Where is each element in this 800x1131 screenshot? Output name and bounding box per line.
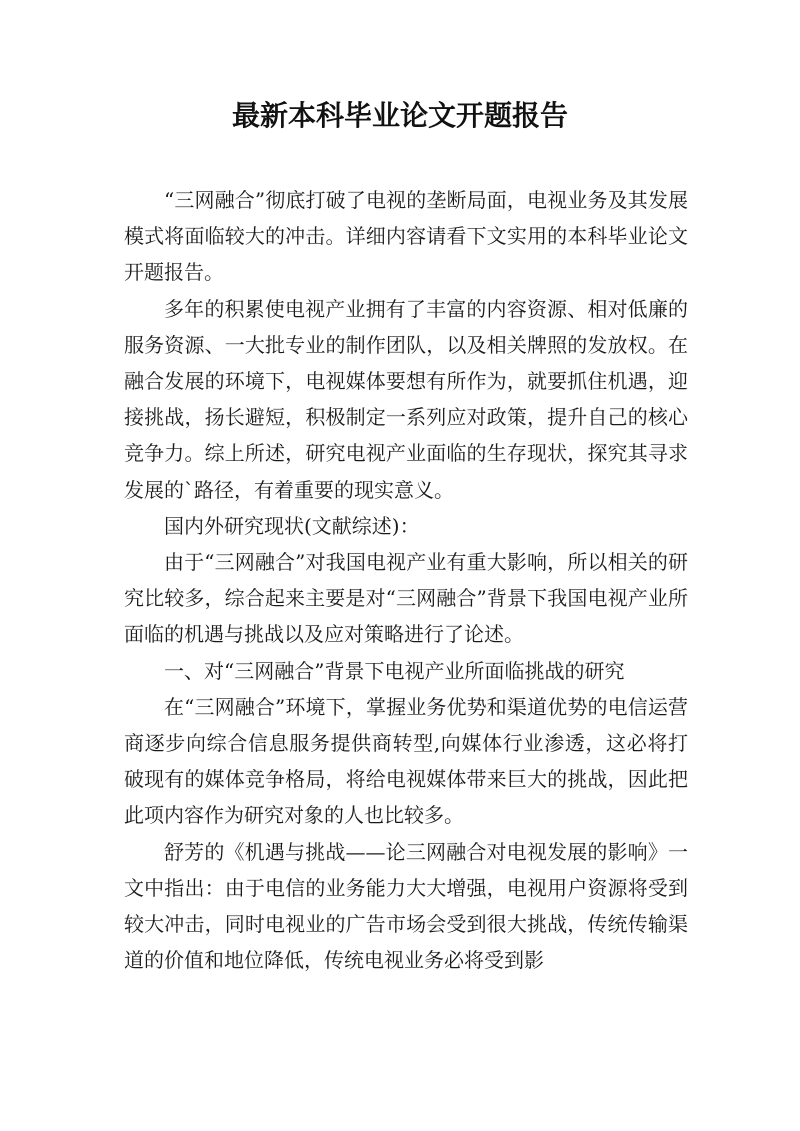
paragraph-intro: “三网融合”彻底打破了电视的垄断局面，电视业务及其发展模式将面临较大的冲击。详细内容请看下文实用的本科毕业论文开题报告。 <box>124 188 688 285</box>
paragraph-challenges: 在“三网融合”环境下，掌握业务优势和渠道优势的电信运营商逐步向综合信息服务提供商转型,向媒体行业渗透，这必将打破现有的媒体竞争格局，将给电视媒体带来巨大的挑战，因此把此项内容作为研究对象的人也比较多。 <box>124 694 688 828</box>
paragraph-shu-fang: 舒芳的《机遇与挑战——论三网融合对电视发展的影响》一文中指出：由于电信的业务能力大大增强，电视用户资源将受到较大冲击，同时电视业的广告市场会受到很大挑战，传统传输渠道的价值和地位降低，传统电视业务必将受到影 <box>124 839 688 973</box>
paragraph-background: 多年的积累使电视产业拥有了丰富的内容资源、相对低廉的服务资源、一大批专业的制作团队，以及相关牌照的发放权。在融合发展的环境下，电视媒体要想有所作为，就要抓住机遇，迎接挑战，扬长避短，积极制定一系列应对政策，提升自己的核心竞争力。综上所述，研究电视产业面临的生存现状，探究其寻求发展的`路径，有着重要的现实意义。 <box>124 296 688 502</box>
document-title: 最新本科毕业论文开题报告 <box>231 99 568 132</box>
section-heading-literature-review: 国内外研究现状(文献综述)： <box>164 513 420 538</box>
document-body <box>124 182 688 978</box>
paragraph-literature-overview: 由于“三网融合”对我国电视产业有重大影响，所以相关的研究比较多，综合起来主要是对“三网融合”背景下我国电视产业所面临的机遇与挑战以及应对策略进行了论述。 <box>124 550 688 647</box>
section-heading-challenges: 一、对“三网融合”背景下电视产业所面临挑战的研究 <box>164 658 625 683</box>
